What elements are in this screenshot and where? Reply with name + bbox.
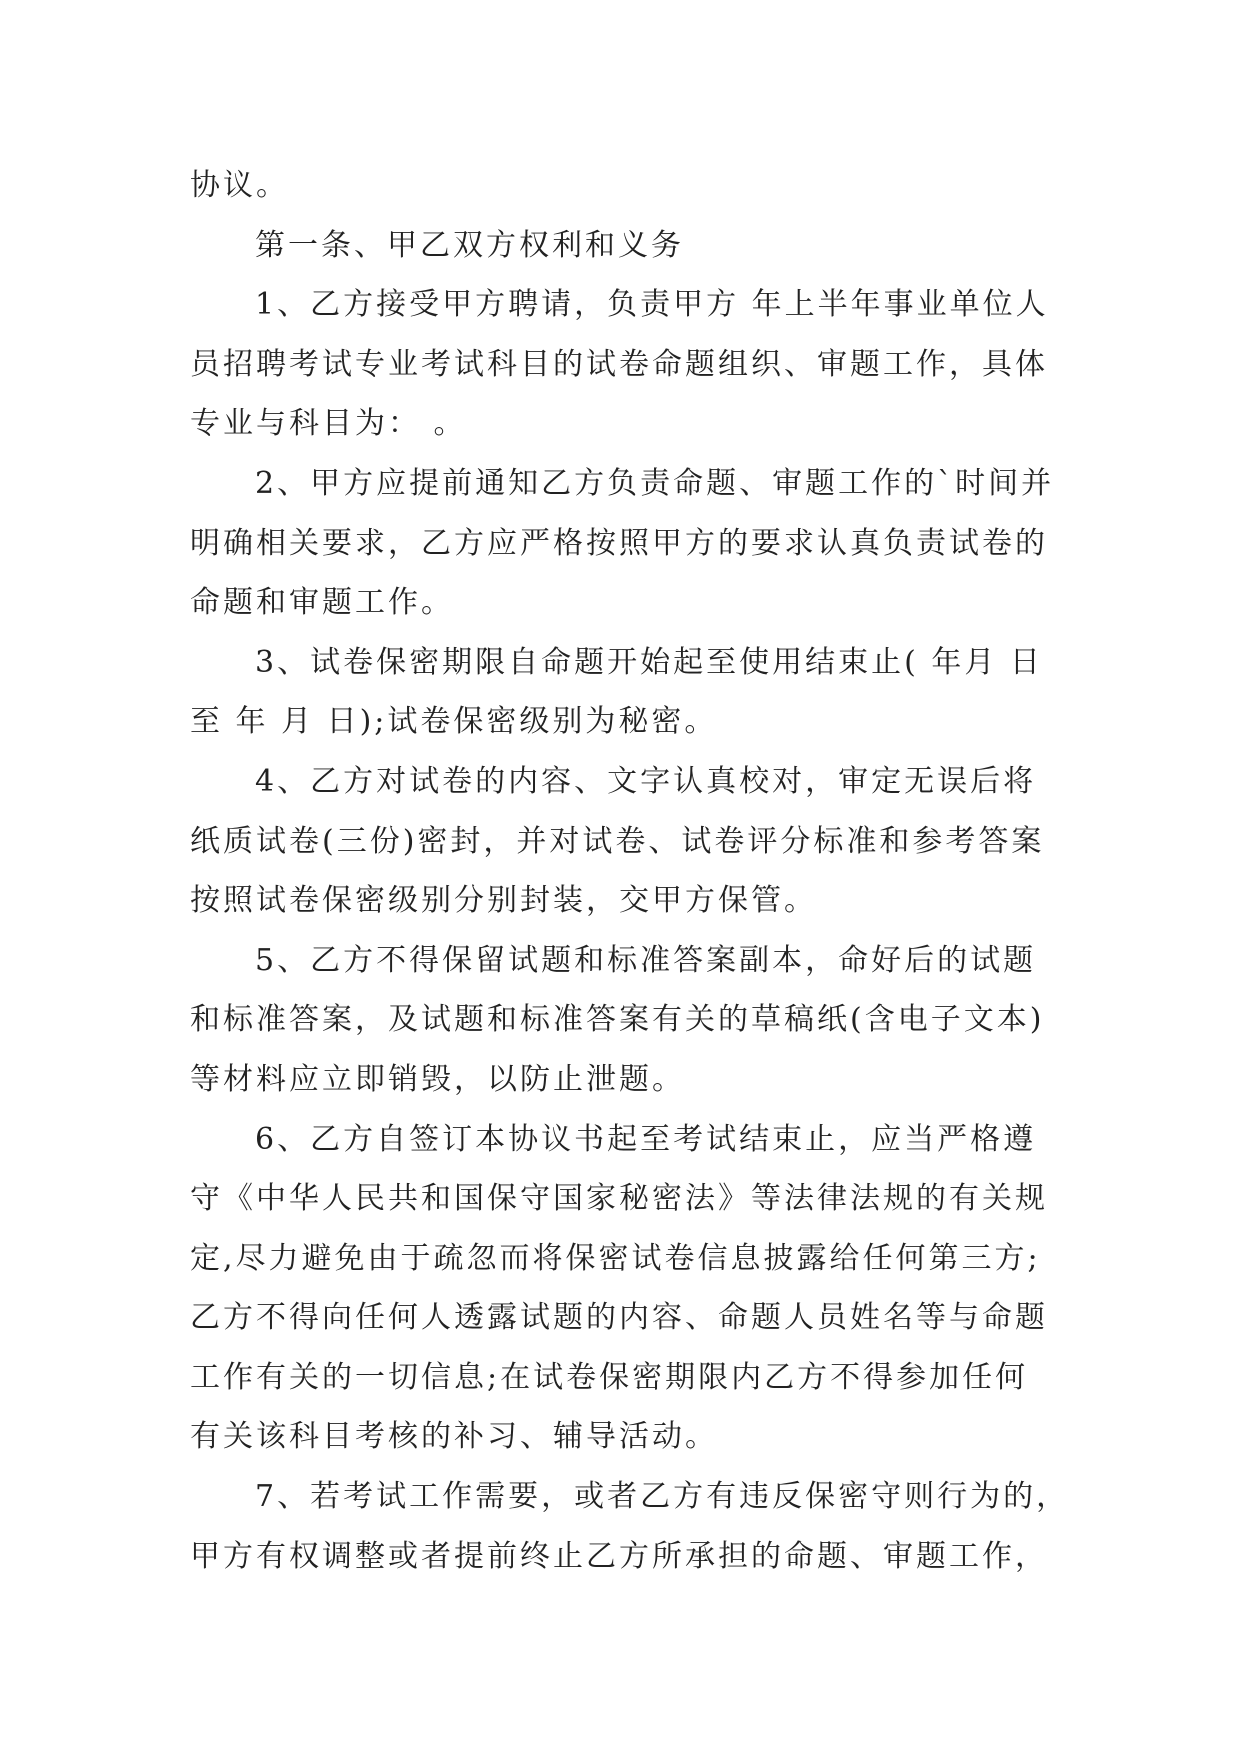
text-line: 乙方不得向任何人透露试题的内容、命题人员姓名等与命题 [190,1300,1048,1336]
text-line: 工作有关的一切信息;在试卷保密期限内乙方不得参加任何 [190,1359,1029,1395]
text-line: 和标准答案，及试题和标准答案有关的草稿纸(含电子文本) [190,1002,1045,1038]
document-body [190,156,1070,1586]
text-line: 定,尽力避免由于疏忽而将保密试卷信息披露给任何第三方; [190,1240,1041,1276]
text-line: 5、乙方不得保留试题和标准答案副本，命好后的试题 [255,942,1037,978]
text-line: 按照试卷保密级别分别封装，交甲方保管。 [190,883,817,919]
text-line: 明确相关要求，乙方应严格按照甲方的要求认真负责试卷的 [190,525,1048,561]
text-line: 纸质试卷(三份)密封，并对试卷、试卷评分标准和参考答案 [190,823,1045,859]
article-heading: 第一条、甲乙双方权利和义务 [255,227,684,263]
text-line: 命题和审题工作。 [190,585,454,621]
text-line: 甲方有权调整或者提前终止乙方所承担的命题、审题工作， [190,1538,1048,1574]
text-line: 1、乙方接受甲方聘请，负责甲方 年上半年事业单位人 [255,287,1049,323]
text-line: 2、甲方应提前通知乙方负责命题、审题工作的`时间并 [255,465,1055,501]
text-line: 有关该科目考核的补习、辅导活动。 [190,1419,718,1455]
text-line: 专业与科目为： 。 [190,406,467,442]
text-line: 4、乙方对试卷的内容、文字认真校对，审定无误后将 [255,763,1037,799]
text-line: 等材料应立即销毁，以防止泄题。 [190,1061,685,1097]
text-line: 7、若考试工作需要，或者乙方有违反保密守则行为的， [255,1479,1070,1515]
text-line: 至 年 月 日);试卷保密级别为秘密。 [190,704,718,740]
text-line: 3、试卷保密期限自命题开始起至使用结束止( 年月 日 [255,644,1043,680]
text-line: 守《中华人民共和国保守国家秘密法》等法律法规的有关规 [190,1181,1048,1217]
text-line: 协议。 [190,168,289,203]
text-line: 6、乙方自签订本协议书起至考试结束止，应当严格遵 [255,1121,1037,1157]
text-line: 员招聘考试专业考试科目的试卷命题组织、审题工作，具体 [190,346,1048,382]
